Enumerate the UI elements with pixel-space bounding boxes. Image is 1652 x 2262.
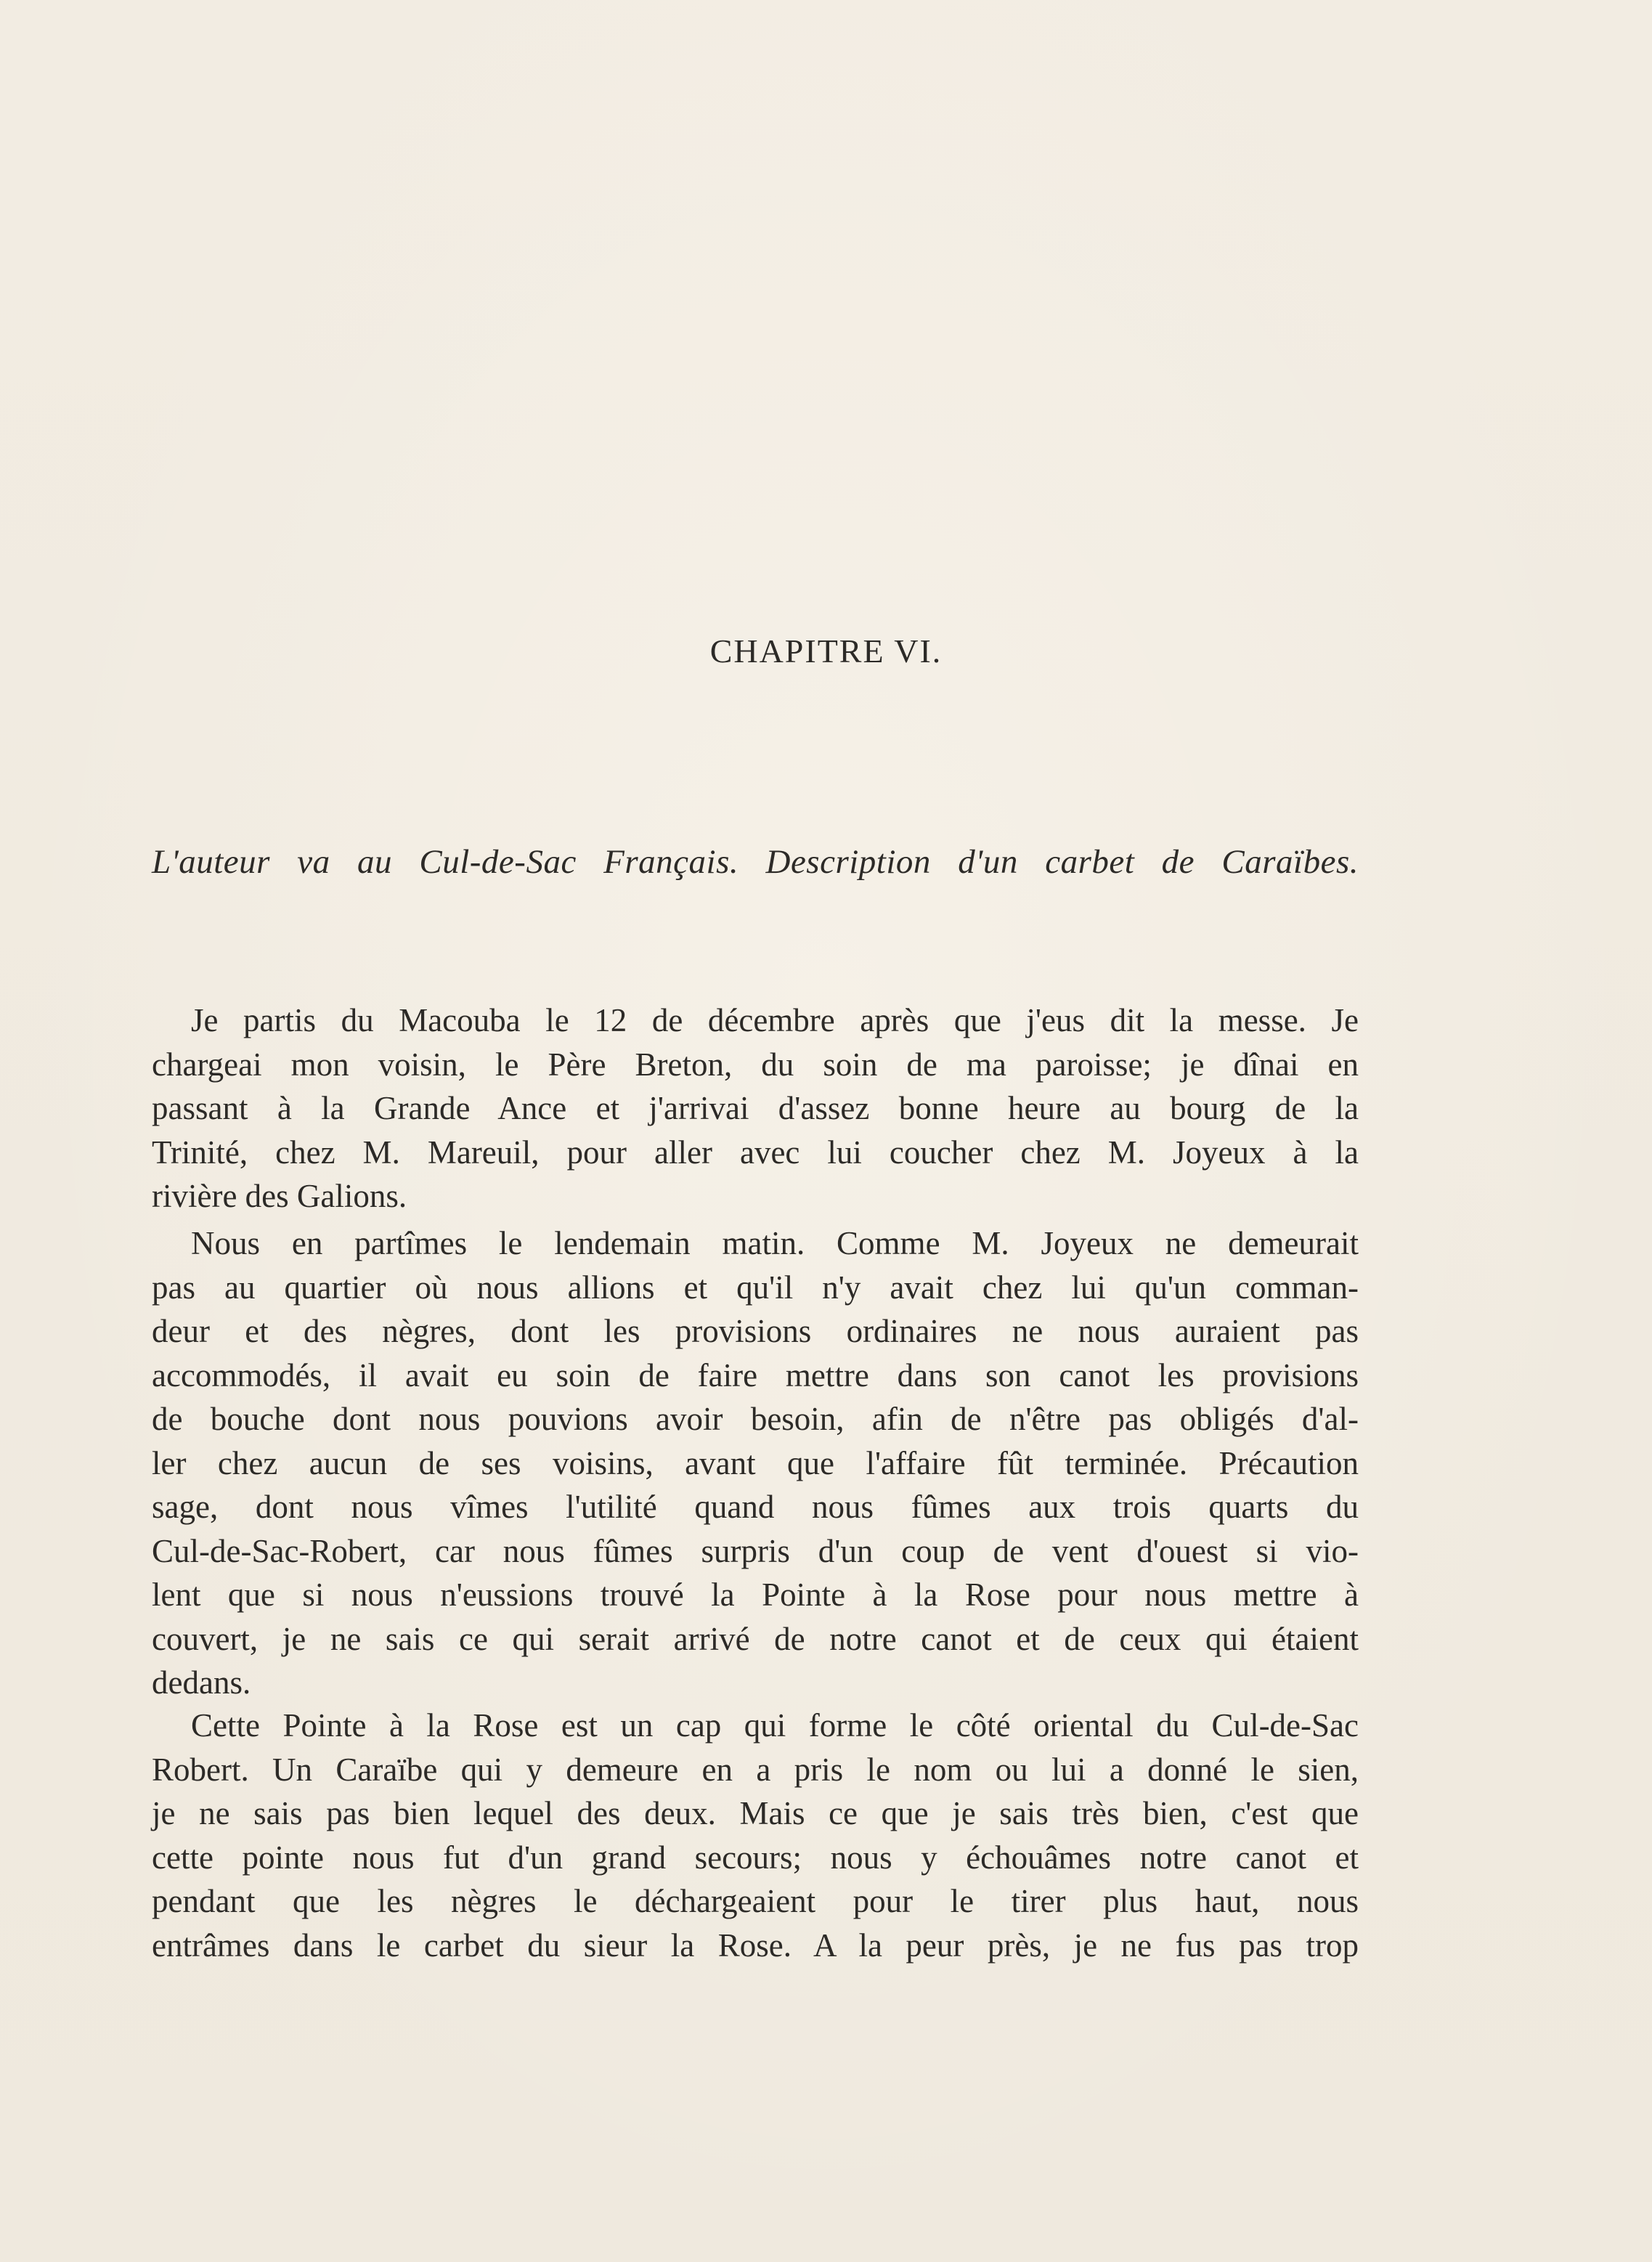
text-line: chargeai mon voisin, le Père Breton, du soin de ma paroisse; je dînai en — [152, 1046, 1359, 1083]
text-line: de bouche dont nous pouvions avoir besoin, afin de n'être pas obligés d'al- — [152, 1401, 1359, 1437]
paragraph-2 — [152, 1221, 1359, 1705]
text-line: Cul-de-Sac-Robert, car nous fûmes surpris d'un coup de vent d'ouest si vio- — [152, 1532, 1359, 1569]
chapter-summary: L'auteur va au Cul-de-Sac Français. Description d'un carbet de Caraïbes. — [152, 843, 1359, 881]
text-line: Trinité, chez M. Mareuil, pour aller avec lui coucher chez M. Joyeux à la — [152, 1134, 1359, 1171]
text-line: Cette Pointe à la Rose est un cap qui forme le côté oriental du Cul-de-Sac — [191, 1707, 1359, 1744]
text-line: deur et des nègres, dont les provisions ordinaires ne nous auraient pas — [152, 1313, 1359, 1349]
text-line: Robert. Un Caraïbe qui y demeure en a pris le nom ou lui a donné le sien, — [152, 1751, 1359, 1788]
text-line: rivière des Galions. — [152, 1178, 407, 1214]
text-line: ler chez aucun de ses voisins, avant que l'affaire fût terminée. Précaution — [152, 1444, 1359, 1481]
paragraph-3 — [152, 1704, 1359, 1967]
text-line: accommodés, il avait eu soin de faire mettre dans son canot les provisions — [152, 1356, 1359, 1394]
text-line: entrâmes dans le carbet du sieur la Rose. A la peur près, je ne fus pas trop — [152, 1927, 1359, 1964]
text-line: pas au quartier où nous allions et qu'il n'y avait chez lui qu'un comman- — [152, 1269, 1359, 1306]
text-line: passant à la Grande Ance et j'arrivai d'assez bonne heure au bourg de la — [152, 1090, 1359, 1126]
text-line: dedans. — [152, 1664, 251, 1701]
text-line: sage, dont nous vîmes l'utilité quand nous fûmes aux trois quarts du — [152, 1489, 1359, 1525]
text-line: Je partis du Macouba le 12 de décembre après que j'eus dit la messe. Je — [191, 1002, 1359, 1038]
text-line: Nous en partîmes le lendemain matin. Comme M. Joyeux ne demeurait — [191, 1225, 1359, 1261]
paragraph-1 — [152, 998, 1359, 1219]
text-line: couvert, je ne sais ce qui serait arrivé de notre canot et de ceux qui étaient — [152, 1620, 1359, 1657]
text-line: cette pointe nous fut d'un grand secours; nous y échouâmes notre canot et — [152, 1839, 1359, 1876]
chapter-title: CHAPITRE VI. — [709, 632, 943, 670]
text-line: lent que si nous n'eussions trouvé la Pointe à la Rose pour nous mettre à — [152, 1577, 1359, 1613]
text-line: je ne sais pas bien lequel des deux. Mais ce que je sais très bien, c'est que — [152, 1795, 1359, 1831]
text-line: pendant que les nègres le déchargeaient pour le tirer plus haut, nous — [152, 1883, 1359, 1919]
